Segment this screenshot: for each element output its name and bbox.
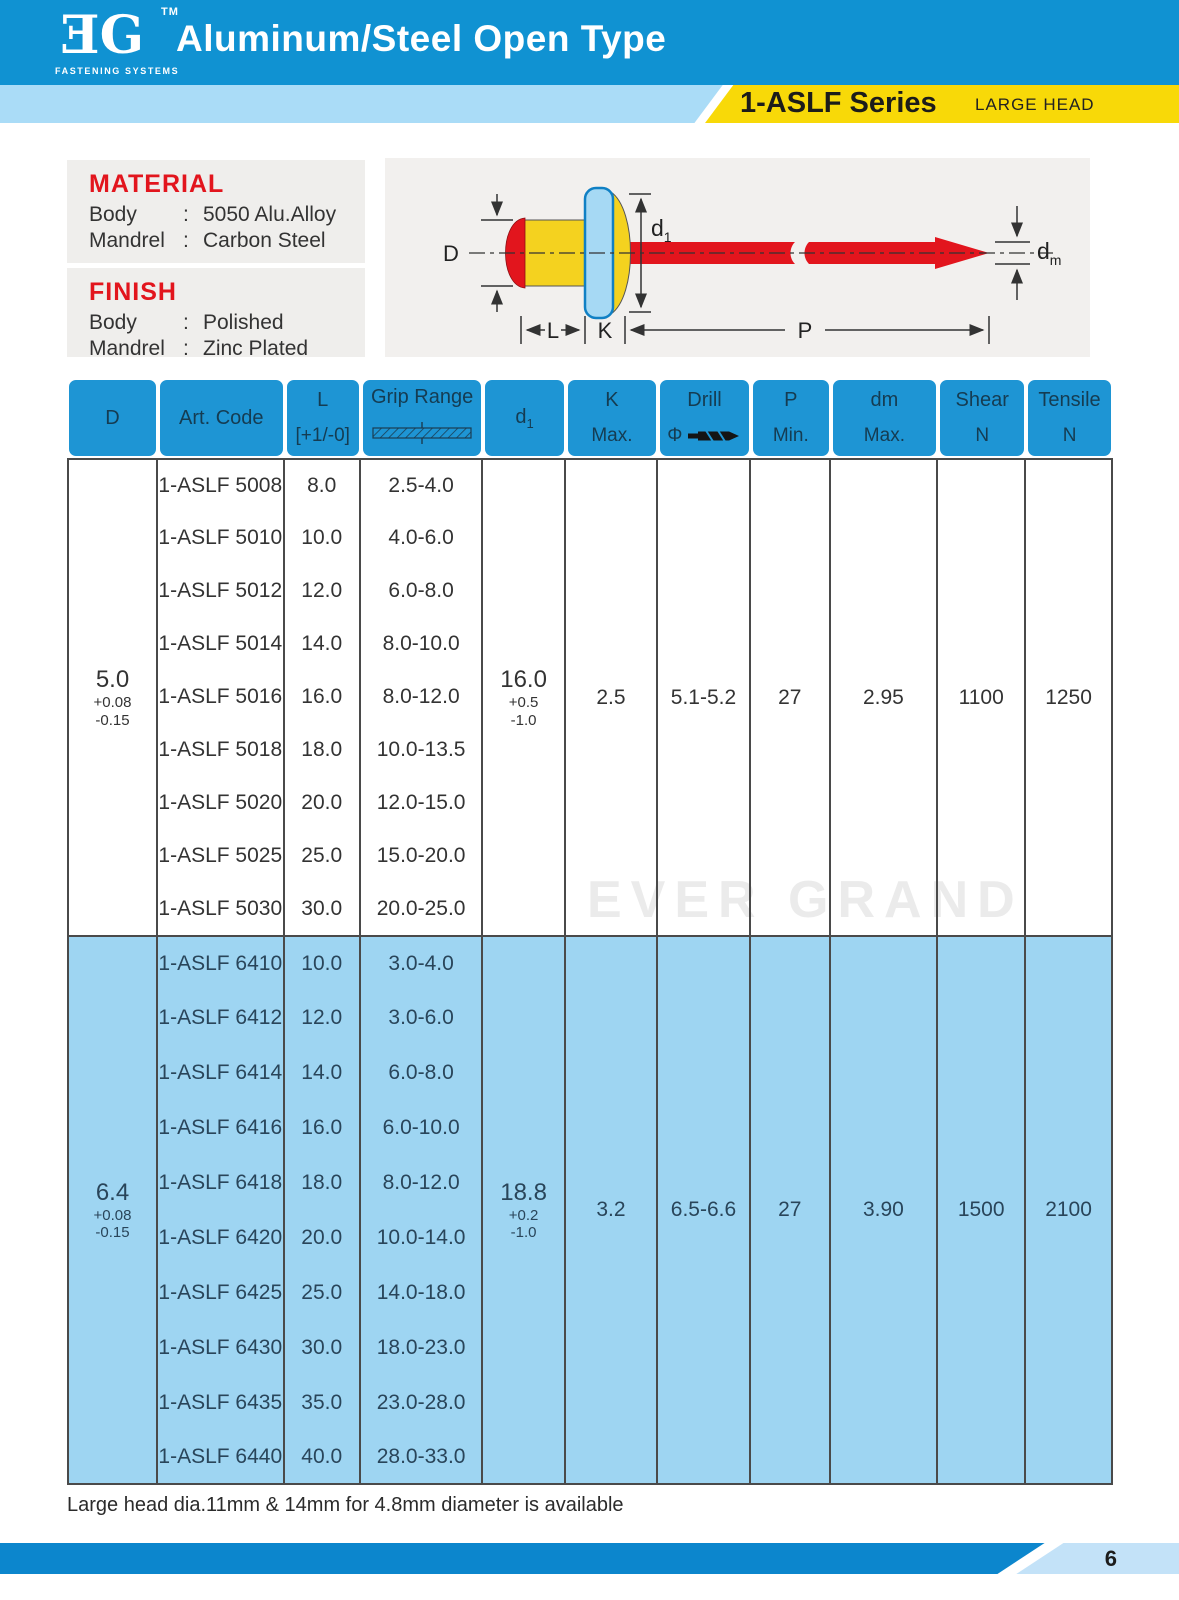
col-header-grip-range: Grip Range — [361, 378, 483, 458]
grip-range-cell: 6.0-8.0 — [361, 564, 483, 617]
logo-letter-e: E — [63, 5, 100, 66]
art-code-cell: 1-ASLF 5020 — [158, 776, 285, 829]
grip-range-cell: 2.5-4.0 — [361, 458, 483, 511]
page-title: Aluminum/Steel Open Type — [176, 18, 667, 59]
grip-range-cell: 8.0-12.0 — [361, 670, 483, 723]
grip-range-cell: 12.0-15.0 — [361, 776, 483, 829]
length-cell: 16.0 — [285, 1100, 361, 1155]
col-header-k: K Max. — [566, 378, 658, 458]
header-bar — [0, 0, 1179, 85]
art-code-cell: 1-ASLF 6410 — [158, 935, 285, 990]
footer-bar — [0, 1543, 1179, 1574]
rivet-diagram — [385, 158, 1090, 357]
d-group-cell: 6.4 +0.08 -0.15 — [67, 935, 158, 1485]
art-code-cell: 1-ASLF 5008 — [158, 458, 285, 511]
shear-cell: 1100 — [938, 458, 1026, 935]
material-body-label: Body — [89, 203, 137, 226]
shear-cell: 1500 — [938, 935, 1026, 1485]
grip-range-cell: 4.0-6.0 — [361, 511, 483, 564]
material-body-sep: : — [183, 203, 189, 226]
length-cell: 20.0 — [285, 776, 361, 829]
spec-table — [67, 378, 1113, 1485]
material-title: MATERIAL — [89, 170, 225, 198]
finish-body-value: Polished — [203, 311, 284, 334]
footnote: Large head dia.11mm & 14mm for 4.8mm diameter is available — [67, 1494, 624, 1516]
art-code-cell: 1-ASLF 5025 — [158, 829, 285, 882]
material-row-mandrel — [89, 229, 365, 253]
material-mandrel-label: Mandrel — [89, 229, 165, 252]
art-code-cell: 1-ASLF 5016 — [158, 670, 285, 723]
drill-bit-icon — [688, 429, 742, 443]
art-code-cell: 1-ASLF 5018 — [158, 723, 285, 776]
grip-range-cell: 14.0-18.0 — [361, 1265, 483, 1320]
finish-box — [67, 268, 365, 360]
p-min-cell: 27 — [751, 935, 830, 1485]
col-header-d1: $d_1$ — [483, 378, 566, 458]
finish-mandrel-label: Mandrel — [89, 337, 165, 360]
finish-body-sep: : — [183, 311, 189, 334]
length-cell: 18.0 — [285, 723, 361, 776]
art-code-cell: 1-ASLF 6416 — [158, 1100, 285, 1155]
material-row-body — [89, 203, 365, 227]
grip-range-cell: 28.0-33.0 — [361, 1430, 483, 1485]
finish-title: FINISH — [89, 278, 177, 306]
d-group-cell: 5.0 +0.08 -0.15 — [67, 458, 158, 935]
series-title: 1-ASLF Series — [740, 87, 937, 119]
logo-subtext: FASTENING SYSTEMS — [55, 66, 180, 76]
length-cell: 12.0 — [285, 990, 361, 1045]
length-cell: 8.0 — [285, 458, 361, 511]
d1-group-cell: 16.0 +0.5 -1.0 — [483, 458, 566, 935]
art-code-cell: 1-ASLF 6420 — [158, 1210, 285, 1265]
grip-range-cell: 6.0-8.0 — [361, 1045, 483, 1100]
material-mandrel-sep: : — [183, 229, 189, 252]
finish-body-label: Body — [89, 311, 137, 334]
finish-row-mandrel — [89, 337, 365, 361]
art-code-cell: 1-ASLF 5030 — [158, 882, 285, 935]
spec-table-wrap — [67, 378, 1113, 1485]
art-code-cell: 1-ASLF 5012 — [158, 564, 285, 617]
tensile-cell: 1250 — [1026, 458, 1113, 935]
material-box — [67, 160, 365, 263]
col-header-shear: Shear N — [938, 378, 1026, 458]
dim-label-p: P — [797, 318, 813, 343]
art-code-cell: 1-ASLF 6440 — [158, 1430, 285, 1485]
head-type-label: LARGE HEAD — [975, 95, 1095, 114]
grip-range-cell: 20.0-25.0 — [361, 882, 483, 935]
dm-max-cell: 3.90 — [831, 935, 939, 1485]
table-row — [67, 458, 1113, 511]
table-header — [67, 378, 1113, 458]
material-mandrel-value: Carbon Steel — [203, 229, 326, 252]
dim-label-dm: $d_m$ — [1037, 238, 1062, 268]
trademark-symbol: TM — [161, 6, 179, 18]
page-number: 6 — [1104, 1546, 1117, 1571]
grip-range-cell: 23.0-28.0 — [361, 1375, 483, 1430]
tensile-cell: 2100 — [1026, 935, 1113, 1485]
art-code-cell: 1-ASLF 6412 — [158, 990, 285, 1045]
col-header-dm: dm Max. — [831, 378, 939, 458]
col-header-drill: Drill Φ — [658, 378, 751, 458]
k-max-cell: 3.2 — [566, 935, 658, 1485]
drill-cell: 5.1-5.2 — [658, 458, 751, 935]
length-cell: 20.0 — [285, 1210, 361, 1265]
art-code-cell: 1-ASLF 6418 — [158, 1155, 285, 1210]
col-header-d: D — [67, 378, 158, 458]
grip-range-cell: 15.0-20.0 — [361, 829, 483, 882]
length-cell: 10.0 — [285, 511, 361, 564]
dim-label-l: L — [546, 318, 560, 343]
k-max-cell: 2.5 — [566, 458, 658, 935]
dm-max-cell: 2.95 — [831, 458, 939, 935]
grip-range-icon — [370, 422, 474, 444]
length-cell: 30.0 — [285, 882, 361, 935]
length-cell: 40.0 — [285, 1430, 361, 1485]
rivet-diagram-drawing — [385, 158, 1090, 357]
dim-label-d: D — [443, 241, 459, 266]
drill-cell: 6.5-6.6 — [658, 935, 751, 1485]
length-cell: 35.0 — [285, 1375, 361, 1430]
watermark: EVER GRAND — [587, 871, 1024, 929]
footer-bar-dark-segment — [0, 1543, 1179, 1574]
grip-range-cell: 18.0-23.0 — [361, 1320, 483, 1375]
logo-letter-g: G — [99, 5, 142, 66]
art-code-cell: 1-ASLF 6430 — [158, 1320, 285, 1375]
company-logo — [55, 4, 180, 82]
length-cell: 16.0 — [285, 670, 361, 723]
col-header-p: P Min. — [751, 378, 830, 458]
art-code-cell: 1-ASLF 6425 — [158, 1265, 285, 1320]
col-header-tensile: Tensile N — [1026, 378, 1113, 458]
finish-mandrel-sep: : — [183, 337, 189, 360]
length-cell: 25.0 — [285, 829, 361, 882]
grip-range-cell: 8.0-12.0 — [361, 1155, 483, 1210]
length-cell: 12.0 — [285, 564, 361, 617]
length-cell: 18.0 — [285, 1155, 361, 1210]
p-min-cell: 27 — [751, 458, 830, 935]
length-cell: 10.0 — [285, 935, 361, 990]
art-code-cell: 1-ASLF 5014 — [158, 617, 285, 670]
art-code-cell: 1-ASLF 5010 — [158, 511, 285, 564]
dim-label-k: K — [597, 318, 613, 343]
grip-range-cell: 10.0-13.5 — [361, 723, 483, 776]
grip-range-cell: 3.0-4.0 — [361, 935, 483, 990]
finish-row-body — [89, 311, 365, 335]
d1-group-cell: 18.8 +0.2 -1.0 — [483, 935, 566, 1485]
col-header-l: L [+1/-0] — [285, 378, 361, 458]
grip-range-cell: 8.0-10.0 — [361, 617, 483, 670]
length-cell: 14.0 — [285, 1045, 361, 1100]
art-code-cell: 1-ASLF 6414 — [158, 1045, 285, 1100]
length-cell: 14.0 — [285, 617, 361, 670]
grip-range-cell: 3.0-6.0 — [361, 990, 483, 1045]
length-cell: 25.0 — [285, 1265, 361, 1320]
series-band — [0, 85, 1179, 123]
length-cell: 30.0 — [285, 1320, 361, 1375]
col-header-art-code: Art. Code — [158, 378, 285, 458]
material-body-value: 5050 Alu.Alloy — [203, 203, 337, 226]
dim-label-d1: $d_1$ — [651, 215, 672, 245]
finish-mandrel-value: Zinc Plated — [203, 337, 309, 360]
grip-range-cell: 6.0-10.0 — [361, 1100, 483, 1155]
art-code-cell: 1-ASLF 6435 — [158, 1375, 285, 1430]
logo-letters — [63, 5, 142, 66]
table-row — [67, 935, 1113, 990]
grip-range-cell: 10.0-14.0 — [361, 1210, 483, 1265]
